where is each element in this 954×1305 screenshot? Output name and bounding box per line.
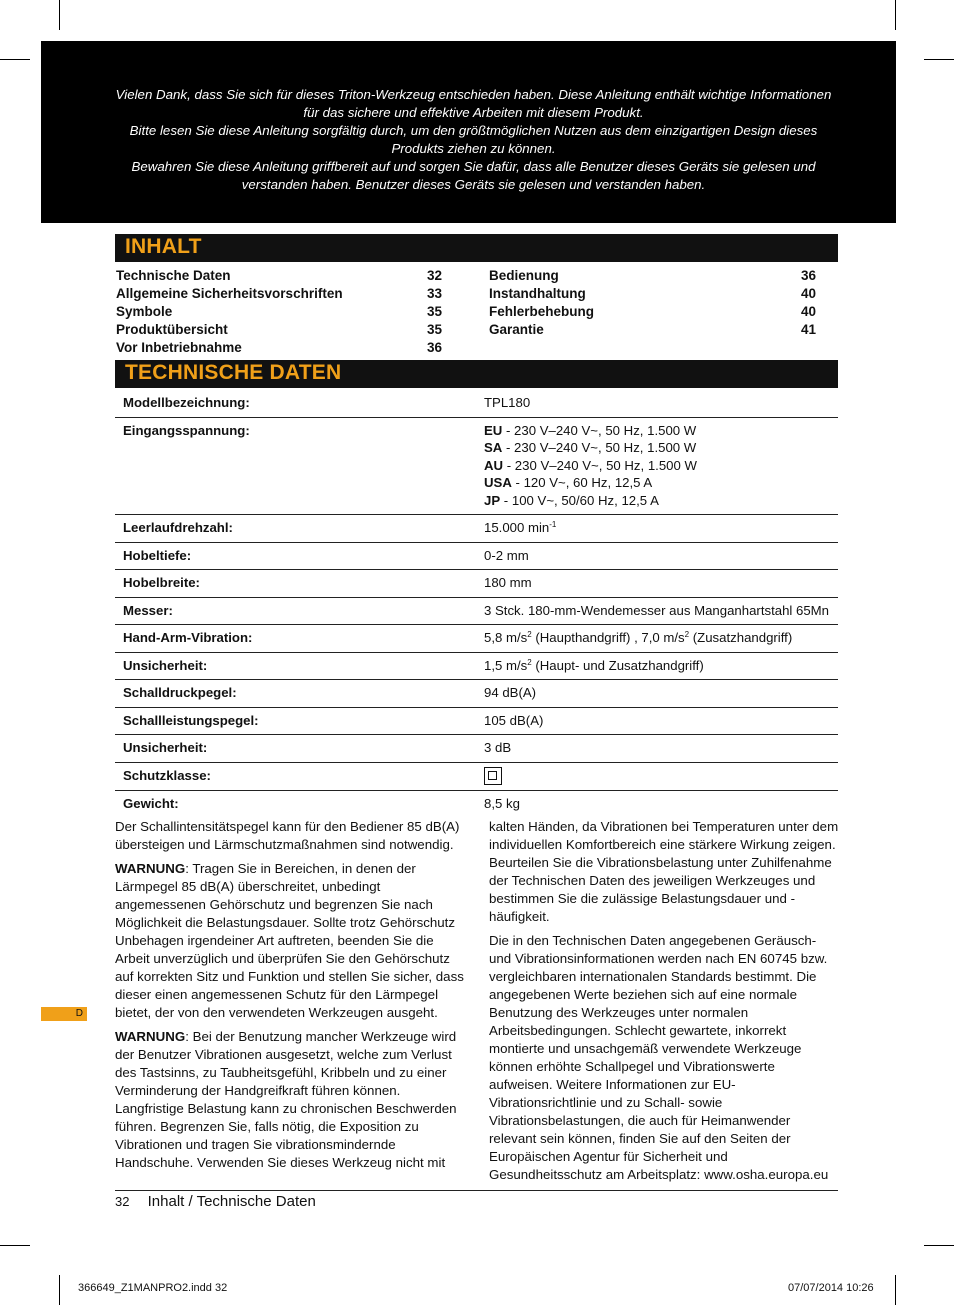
toc-entry[interactable] bbox=[116, 285, 442, 303]
spec-table bbox=[115, 390, 838, 818]
superscript: 2 bbox=[527, 630, 532, 639]
region-code: EU bbox=[484, 422, 503, 438]
table-row bbox=[115, 707, 838, 735]
inhalt-heading: INHALT bbox=[125, 235, 202, 258]
table-row bbox=[115, 762, 838, 791]
toc-label: Fehlerbehebung bbox=[489, 304, 595, 319]
superscript: 2 bbox=[527, 657, 532, 667]
spec-key: Eingangsspannung: bbox=[115, 417, 484, 515]
spec-key: Unsicherheit: bbox=[115, 652, 484, 680]
spec-value-text: (Zusatzhandgriff) bbox=[689, 630, 793, 645]
language-side-tab bbox=[41, 1007, 87, 1021]
paragraph-text: Der Schallintensitätspegel kann für den Bediener 85 dB(A) übersteigen und Lärmschutzmaßnahmen sind notwendig. bbox=[115, 819, 460, 852]
table-row bbox=[115, 652, 838, 680]
toc-page: 40 bbox=[800, 286, 816, 301]
intro-banner bbox=[41, 41, 896, 223]
toc-page: 33 bbox=[426, 286, 442, 301]
print-slug-date: 07/07/2014 10:26 bbox=[788, 1282, 874, 1294]
crop-mark bbox=[59, 1275, 60, 1305]
intro-paragraph: Bitte lesen Sie diese Anleitung sorgfältig durch, um den größtmöglichen Nutzen aus dem einzigartigen Design dieses Produkts ziehen zu können. bbox=[129, 123, 818, 156]
spec-value bbox=[484, 652, 838, 680]
toc-page: 36 bbox=[800, 268, 816, 283]
intro-paragraph: Bewahren Sie diese Anleitung griffbereit auf und sorgen Sie dafür, dass alle Benutzer dieses Geräts sie gelesen und verstanden haben. Benutzer dieses Geräts sie gelesen und verstanden haben. bbox=[131, 159, 816, 192]
class-ii-double-square-icon bbox=[484, 767, 502, 785]
spec-value: 105 dB(A) bbox=[484, 707, 838, 735]
toc-entry[interactable] bbox=[489, 321, 816, 339]
table-row bbox=[115, 791, 838, 818]
paragraph-text: : Bei der Benutzung mancher Werkzeuge wird der Benutzer Vibrationen ausgesetzt, welche zum Verlust des Tastsinns, zu Taubheitsgefühl, Kribbeln und zu einer Verminderung der Handgreifkraft führen können. Langfristige Belastung kann zu chronischen Beschwerden führen. Begrenzen Sie, falls nötig, die Exposition zu Vibrationen und tragen Sie vibrationsmindernde Handschuhe. Verwenden Sie dieses Werkzeug nicht mit bbox=[115, 1029, 457, 1170]
spec-key: Modellbezeichnung: bbox=[115, 390, 484, 417]
voltage-text: - 100 V~, 50/60 Hz, 12,5 A bbox=[500, 492, 659, 508]
spec-value: 180 mm bbox=[484, 570, 838, 598]
toc-right-column bbox=[489, 267, 816, 339]
toc-label: Garantie bbox=[489, 322, 544, 337]
table-row bbox=[115, 542, 838, 570]
toc-entry[interactable] bbox=[489, 303, 816, 321]
voltage-line bbox=[484, 457, 838, 475]
toc-label: Symbole bbox=[116, 304, 173, 319]
spec-value-text: 5,8 m/s bbox=[484, 630, 528, 645]
table-row bbox=[115, 625, 838, 653]
voltage-line bbox=[484, 422, 838, 440]
toc-entry[interactable] bbox=[116, 303, 442, 321]
spec-key: Schalldruckpegel: bbox=[115, 680, 484, 708]
spec-value-text: 15.000 min bbox=[484, 520, 550, 535]
table-row bbox=[115, 735, 838, 763]
voltage-text: - 120 V~, 60 Hz, 12,5 A bbox=[511, 475, 653, 490]
crop-mark bbox=[895, 1275, 896, 1305]
intro-paragraph: Vielen Dank, dass Sie sich für dieses Triton-Werkzeug entschieden haben. Diese Anleitung enthält wichtige Informationen für das sichere und effektive Arbeiten mit diesem Produkt. bbox=[115, 87, 832, 120]
page-number: 32 bbox=[115, 1194, 130, 1209]
region-code: AU bbox=[484, 457, 504, 473]
crop-mark bbox=[0, 1245, 30, 1246]
paragraph-text: : Tragen Sie in Bereichen, in denen der Lärmpegel 85 dB(A) überschreitet, unbedingt angemessenen Gehörschutz und begrenzen Sie nach Möglichkeit die Belastungsdauer. Sollte trotz Gehörschutz Unbehagen irgendeiner Art auftreten, beenden Sie die Arbeit unverzüglich und überprüfen Sie den Gehörschutz auf korrekten Sitz und Funktion und stellen Sie sicher, dass dieser einen angemessenen Schutz für den Lärmpegel bietet, der von den verwendeten Werkzeugen ausgeht. bbox=[115, 861, 464, 1020]
toc-entry[interactable] bbox=[489, 267, 816, 285]
spec-value-text: 1,5 m/s bbox=[484, 657, 528, 673]
spec-key: Schutzklasse: bbox=[115, 762, 484, 791]
toc-label: Allgemeine Sicherheitsvorschriften bbox=[116, 286, 343, 301]
footer-rule bbox=[115, 1190, 838, 1191]
spec-key: Leerlaufdrehzahl: bbox=[115, 515, 484, 543]
warning-paragraph bbox=[115, 1028, 467, 1172]
spec-key: Unsicherheit: bbox=[115, 735, 484, 763]
language-code: D bbox=[75, 1008, 83, 1019]
spec-value: 94 dB(A) bbox=[484, 680, 838, 708]
toc-label: Instandhaltung bbox=[489, 286, 586, 301]
toc-label: Produktübersicht bbox=[116, 322, 228, 337]
warning-paragraph bbox=[115, 860, 467, 1022]
body-paragraph: Die in den Technischen Daten angegebenen Geräusch- und Vibrationsinformationen werden nach EN 60745 bzw. vergleichbaren internationalen Standards bestimmt. Die angegebenen Werte beziehen sich auf eine normale Benutzung des Werkzeuges unter normalen Arbeitsbedingungen. Schlecht gewartete, inkorrekt montierte und unsachgemäß verwendete Werkzeuge können erhöhte Schallpegel und Vibrationswerte aufweisen. Weitere Informationen zur EU-Vibrationsrichtlinie und zu Schall- sowie Vibrationsbelastungen, die auch für Heimanwender relevant sein können, finden Sie auf den Seiten der Europäischen Agentur für Sicherheit und Gesundheitsschutz am Arbeitsplatz: www.osha.europa.eu bbox=[489, 933, 829, 1182]
superscript: 2 bbox=[684, 630, 690, 639]
spec-value: 0-2 mm bbox=[484, 542, 838, 570]
toc-page: 41 bbox=[800, 322, 816, 337]
superscript: -1 bbox=[549, 520, 557, 529]
footer-title: Inhalt / Technische Daten bbox=[147, 1193, 316, 1210]
crop-mark bbox=[0, 59, 30, 60]
table-row bbox=[115, 680, 838, 708]
toc-page: 35 bbox=[426, 322, 442, 337]
spec-value: TPL180 bbox=[484, 390, 838, 417]
region-code: USA bbox=[484, 475, 512, 490]
table-row bbox=[115, 570, 838, 598]
page-footer bbox=[115, 1193, 316, 1210]
toc-left-column bbox=[116, 267, 442, 357]
voltage-line bbox=[484, 439, 838, 457]
body-paragraph bbox=[115, 818, 467, 854]
spec-value bbox=[484, 515, 838, 543]
spec-value-text: (Haupthandgriff) , 7,0 m/s bbox=[531, 630, 685, 645]
toc-page: 40 bbox=[800, 304, 816, 319]
spec-value: 3 dB bbox=[484, 735, 838, 763]
toc-entry[interactable] bbox=[116, 321, 442, 339]
toc-entry[interactable] bbox=[116, 339, 442, 357]
spec-value: 3 Stck. 180-mm-Wendemesser aus Manganhartstahl 65Mn bbox=[484, 597, 838, 625]
toc-page: 35 bbox=[426, 304, 442, 319]
spec-key: Hand-Arm-Vibration: bbox=[115, 625, 484, 653]
toc-page: 32 bbox=[426, 268, 442, 283]
table-row bbox=[115, 515, 838, 543]
toc-page: 36 bbox=[426, 340, 442, 355]
crop-mark bbox=[895, 0, 896, 30]
table-row bbox=[115, 390, 838, 417]
crop-mark bbox=[924, 59, 954, 60]
toc-label: Vor Inbetriebnahme bbox=[116, 340, 242, 355]
inhalt-heading-bar bbox=[115, 234, 838, 262]
warning-label: WARNUNG bbox=[115, 861, 186, 876]
region-code: SA bbox=[484, 440, 503, 455]
tech-heading-bar bbox=[115, 360, 838, 388]
voltage-text: - 230 V–240 V~, 50 Hz, 1.500 W bbox=[502, 422, 697, 438]
voltage-line bbox=[484, 492, 838, 510]
spec-value-text: (Haupt- und Zusatzhandgriff) bbox=[531, 657, 704, 673]
region-code: JP bbox=[484, 492, 501, 508]
spec-key: Messer: bbox=[115, 597, 484, 625]
print-slug-file: 366649_Z1MANPRO2.indd 32 bbox=[78, 1282, 228, 1294]
toc-label: Bedienung bbox=[489, 268, 559, 283]
spec-key: Gewicht: bbox=[123, 796, 179, 812]
body-paragraph: kalten Händen, da Vibrationen bei Temperaturen unter dem individuellen Komfortbereich eine stärkere Wirkung zeigen. Beurteilen Sie die Vibrationsbelastung unter Zuhilfenahme der Technischen Daten des jeweiligen Werkzeuges und bestimmen Sie die zulässige Belastungsdauer und -häufigkeit. bbox=[489, 819, 839, 924]
crop-mark bbox=[924, 1245, 954, 1246]
body-right-column bbox=[489, 818, 839, 1190]
body-left-column bbox=[115, 818, 467, 1178]
spec-value-voltage bbox=[484, 417, 838, 515]
voltage-line bbox=[484, 474, 838, 492]
toc-entry[interactable] bbox=[116, 267, 442, 285]
spec-value: 8,5 kg bbox=[484, 796, 520, 812]
toc-label: Technische Daten bbox=[116, 268, 231, 283]
spec-key: Hobeltiefe: bbox=[115, 542, 484, 570]
tech-heading: TECHNISCHE DATEN bbox=[125, 361, 342, 384]
crop-mark bbox=[59, 0, 60, 30]
spec-value bbox=[484, 625, 838, 653]
spec-key: Schallleistungspegel: bbox=[115, 707, 484, 735]
table-row bbox=[115, 417, 838, 515]
toc-entry[interactable] bbox=[489, 285, 816, 303]
spec-key: Hobelbreite: bbox=[115, 570, 484, 598]
table-row bbox=[115, 597, 838, 625]
spec-value bbox=[484, 762, 838, 791]
voltage-text: - 230 V–240 V~, 50 Hz, 1.500 W bbox=[502, 440, 697, 455]
warning-label: WARNUNG bbox=[115, 1029, 186, 1044]
voltage-text: - 230 V–240 V~, 50 Hz, 1.500 W bbox=[503, 457, 697, 473]
